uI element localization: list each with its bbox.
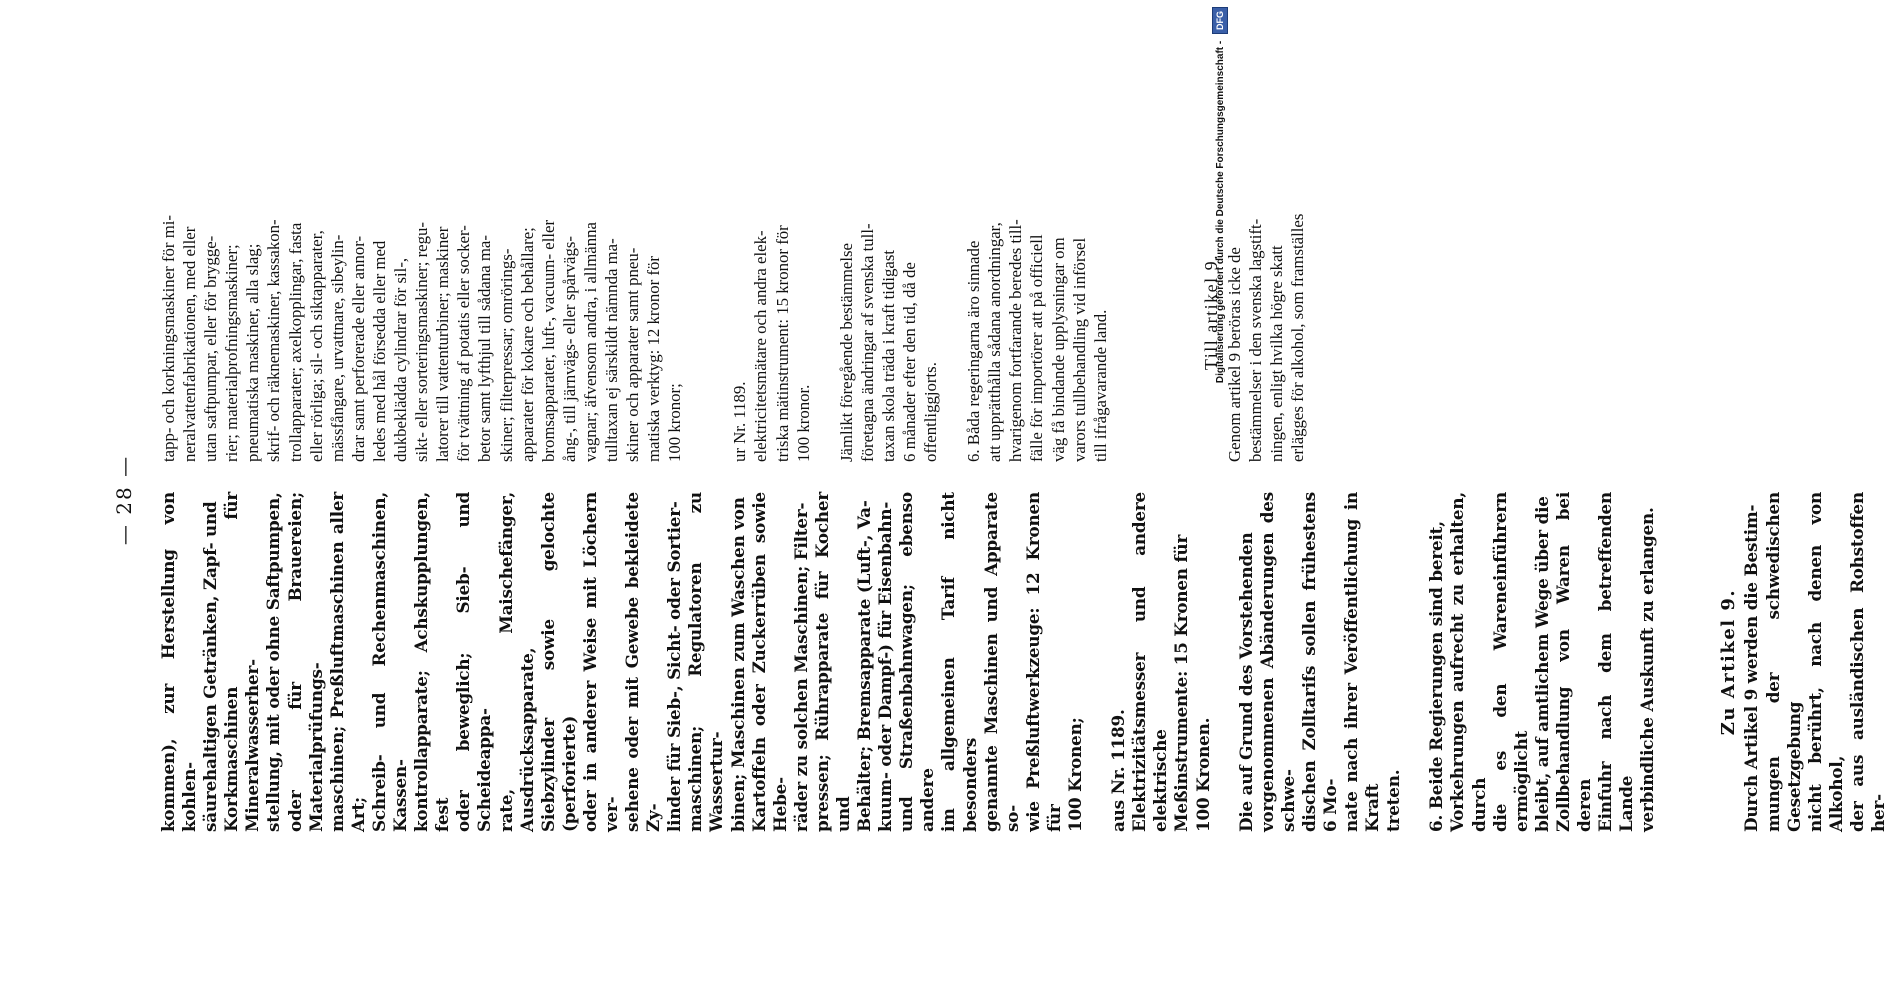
- german-paragraph-machines: kommen), zur Herstellung von kohlen- säurehaltigen Getränken, Zapf- und Korkmaschinen für Mineralwasserher- stellung, mit oder ohne Saftpumpen, oder für Brauereien; Materialprüfungs- maschinen; Preßluftmaschinen aller Art; Schreib- und Rechenmaschinen, Kassen- kontrollapparate; Achskupplungen, fest oder beweglich; Sieb- und Scheideappa- rate, Maischefänger, Ausdrücksapparate, Siebzylinder sowie gelochte (perforierte) oder in anderer Weise mit Löchern ver- sehene oder mit Gewebe bekleidete Zy- linder für Sieb-, Sicht- oder Sortier- maschinen; Regulatoren zu Wassertur- binen; Maschinen zum Waschen von Kartoffeln oder Zuckerrüben sowie Hebe- räder zu solchen Maschinen; Filter- pressen; Rührapparate für Kocher und Behälter; Bremsapparate (Luft-, Va- kuum- oder Dampf-) für Eisenbahn- und Straßenbahnwagen; ebenso andere im allgemeinen Tarif nicht besonders genannte Maschinen und Apparate so- wie Preßluftwerkzeuge: 12 Kronen für 100 Kronen;: [158, 492, 1086, 832]
- german-paragraph-article-9: Durch Artikel 9 werden die Bestim- mungen der schwedischen Gesetzgebung nicht berührt, nach denen von Alkohol, der aus ausländischen Rohstoffen her-: [1741, 492, 1889, 832]
- dfg-logo-badge: DFG: [1212, 7, 1228, 34]
- page-number: — 28 —: [112, 454, 136, 546]
- german-paragraph-electric-meters: aus Nr. 1189. Elektrizitätsmesser und andere elektrische Meßinstrumente: 15 Kronen für 100 Kronen.: [1108, 492, 1213, 832]
- swedish-paragraph-tariff-changes: Jämlikt föregående bestämmelse företagna ändringar af svenska tull- taxan skola träda i kraft tidigast 6 månader efter den tid, då de offentliggjorts.: [836, 223, 941, 462]
- swedish-paragraph-machines: tapp- och korkningsmaskiner för mi- neralvattenfabrikationen, med eller utan saftpumpar, eller för brygge- rier; materialprofningsmaskiner; pneumatiska maskiner, alla slag; skrif- och räknemaskiner, kassakon- trollapparater; axelkopplingar, fasta eller rörliga; sil- och siktapparater, mässfångare, urvattnare, sibeylin- drar samt perforerade eller annor- ledes med hål försedda eller med dukbeklädda cylindrar för sil-, sikt- eller sorteringsmaskiner; regu- latorer till vattenturbiner; maskiner för tvättning af potatis eller socker- betor samt lyfthjul till sådana ma- skiner; filterpressar; omrörings- apparater för kokare och behållare; bromsapparater, luft-, vacuum- eller ång-, till järnvägs- eller spårvägs- vagnar; äfvensom andra, i allmänna tulltaxan ej särskildt nämnda ma- skiner och apparater samt pneu- matiska verktyg: 12 kronor för 100 kronor;: [159, 215, 685, 462]
- digitization-credit: [1212, 7, 1230, 992]
- german-paragraph-tariff-changes: Die auf Grund des Vorstehenden vorgenommenen Abänderungen des schwe- dischen Zolltarifs sollen frühestens 6 Mo- nate nach ihrer Veröffentlichung in Kraft treten.: [1235, 492, 1404, 832]
- german-heading-article-9: Zu Artikel 9.: [1718, 588, 1740, 736]
- german-paragraph-governments: 6. Beide Regierungen sind bereit, Vorkehrungen aufrecht zu erhalten, durch die es den Wareneinführern ermöglicht bleibt, auf amtlichem Wege über die Zollbehandlung von Waren bei deren Einfuhr nach dem betreffenden Lande verbindliche Auskunft zu erlangen.: [1426, 492, 1658, 832]
- swedish-paragraph-article-9: Genom artikel 9 beröras icke de bestämmelser i den svenska lagstift- ningen, enligt hvilka högre skatt erlägges för alkohol, som framställes: [1224, 213, 1308, 462]
- digitization-credit-text: Digitalisierung gefördert durch die Deutsche Forschungsgemeinschaft -: [1215, 40, 1226, 384]
- swedish-paragraph-electric-meters: ur Nr. 1189. elektricitetsmätare och andra elek- triska mätinstrument: 15 kronor för 100 kronor.: [730, 225, 813, 462]
- swedish-paragraph-governments: 6. Båda regeringarna äro sinnade att upprätthålla sådana anordningar, hvarigenom fortfarande beredes till- fälle för importörer att på officiell väg få bindande upplysningar om varors tullbehandling vid införsel till ifrågavarande land.: [964, 219, 1110, 462]
- swedish-heading-article-9: Till artikel 9.: [1200, 253, 1221, 371]
- german-column: [158, 492, 1889, 832]
- swedish-column: [158, 162, 1308, 462]
